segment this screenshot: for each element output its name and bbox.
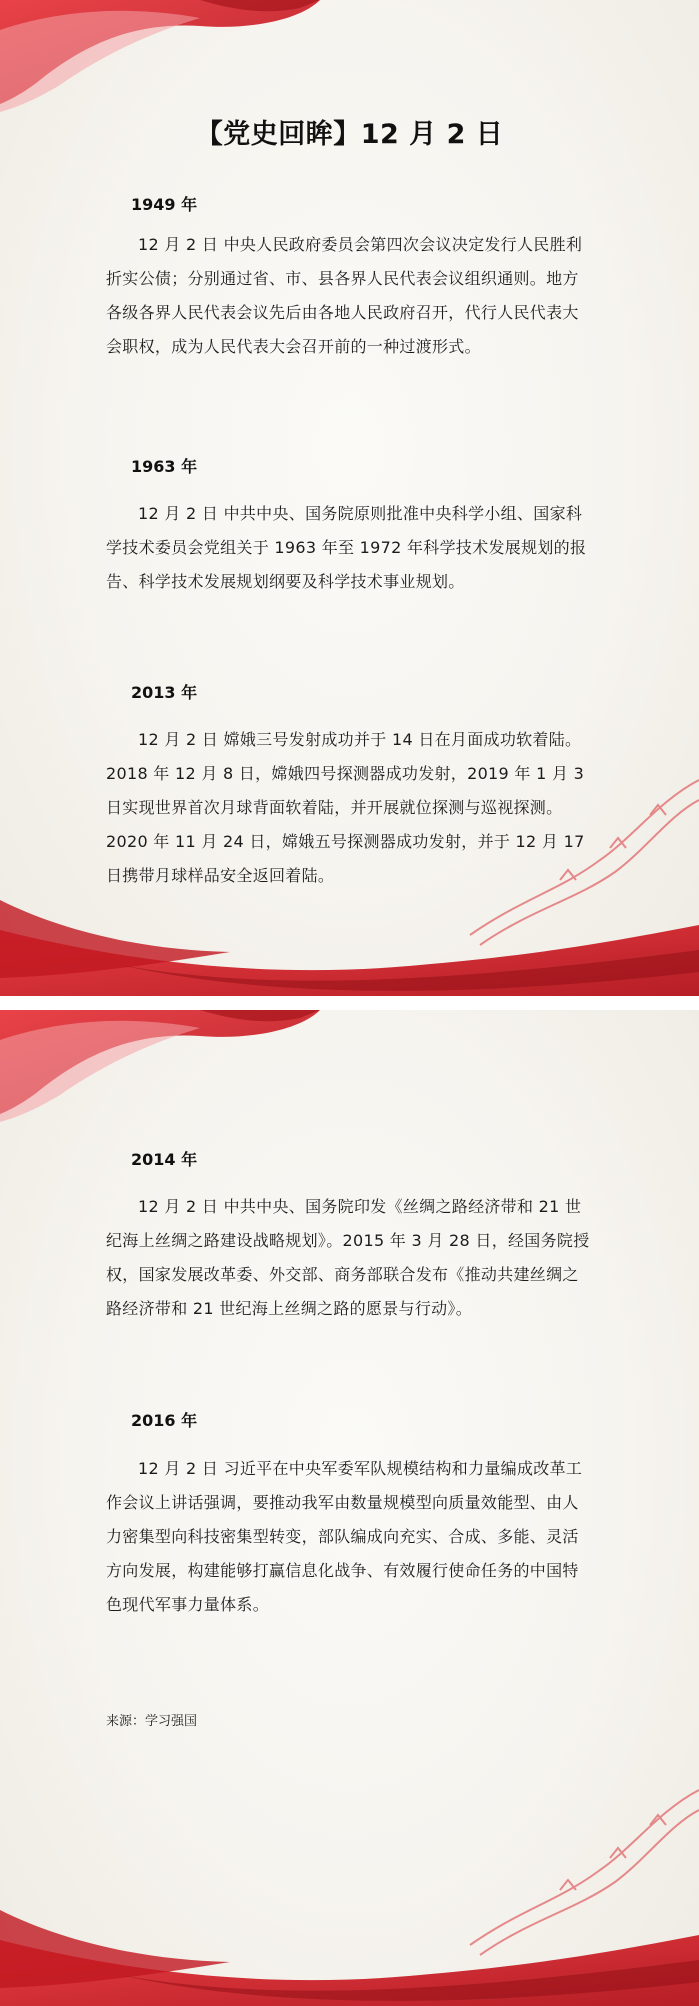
entry-paragraph: 12 月 2 日 中央人民政府委员会第四次会议决定发行人民胜利折实公债；分别通过省、市、县各界人民代表会议组织通则。地方各级各界人民代表会议先后由各地人民政府召开，代行人民代表大会职权，成为人民代表大会召开前的一种过渡形式。 bbox=[106, 235, 583, 356]
poster-card-1 bbox=[0, 0, 699, 996]
entry-paragraph: 12 月 2 日 中共中央、国务院印发《丝绸之路经济带和 21 世纪海上丝绸之路建设战略规划》。2015 年 3 月 28 日，经国务院授权，国家发展改革委、外交部、商务部联合发布《推动共建丝绸之路经济带和 21 世纪海上丝绸之路的愿景与行动》。 bbox=[106, 1197, 590, 1318]
entry-paragraph: 12 月 2 日 嫦娥三号发射成功并于 14 日在月面成功软着陆。2018 年 12 月 8 日，嫦娥四号探测器成功发射，2019 年 1 月 3 日实现世界首次月球背面软着陆，并开展就位探测与巡视探测。2020 年 11 月 24 日，嫦娥五号探测器成功发射，并于 12 月 17 日携带月球样品安全返回着陆。 bbox=[106, 730, 585, 885]
year-heading: 1963 年 bbox=[131, 457, 198, 476]
card-separator bbox=[0, 996, 699, 1010]
year-heading: 2016 年 bbox=[131, 1411, 198, 1430]
year-heading: 1949 年 bbox=[131, 195, 198, 214]
year-heading: 2013 年 bbox=[131, 683, 198, 702]
entry-paragraph: 12 月 2 日 中共中央、国务院原则批准中央科学小组、国家科学技术委员会党组关于 1963 年至 1972 年科学技术发展规划的报告、科学技术发展规划纲要及科学技术事业规划。 bbox=[106, 504, 587, 591]
year-heading: 2014 年 bbox=[131, 1150, 198, 1169]
entry-paragraph: 12 月 2 日 习近平在中央军委军队规模结构和力量编成改革工作会议上讲话强调，要推动我军由数量规模型向质量效能型、由人力密集型向科技密集型转变，部队编成向充实、合成、多能、灵活方向发展，构建能够打赢信息化战争、有效履行使命任务的中国特色现代军事力量体系。 bbox=[106, 1459, 583, 1614]
page-title: 【党史回眸】12 月 2 日 bbox=[195, 119, 504, 150]
poster-card-2 bbox=[0, 1010, 699, 2006]
source-credit: 来源：学习强国 bbox=[106, 1714, 198, 1729]
